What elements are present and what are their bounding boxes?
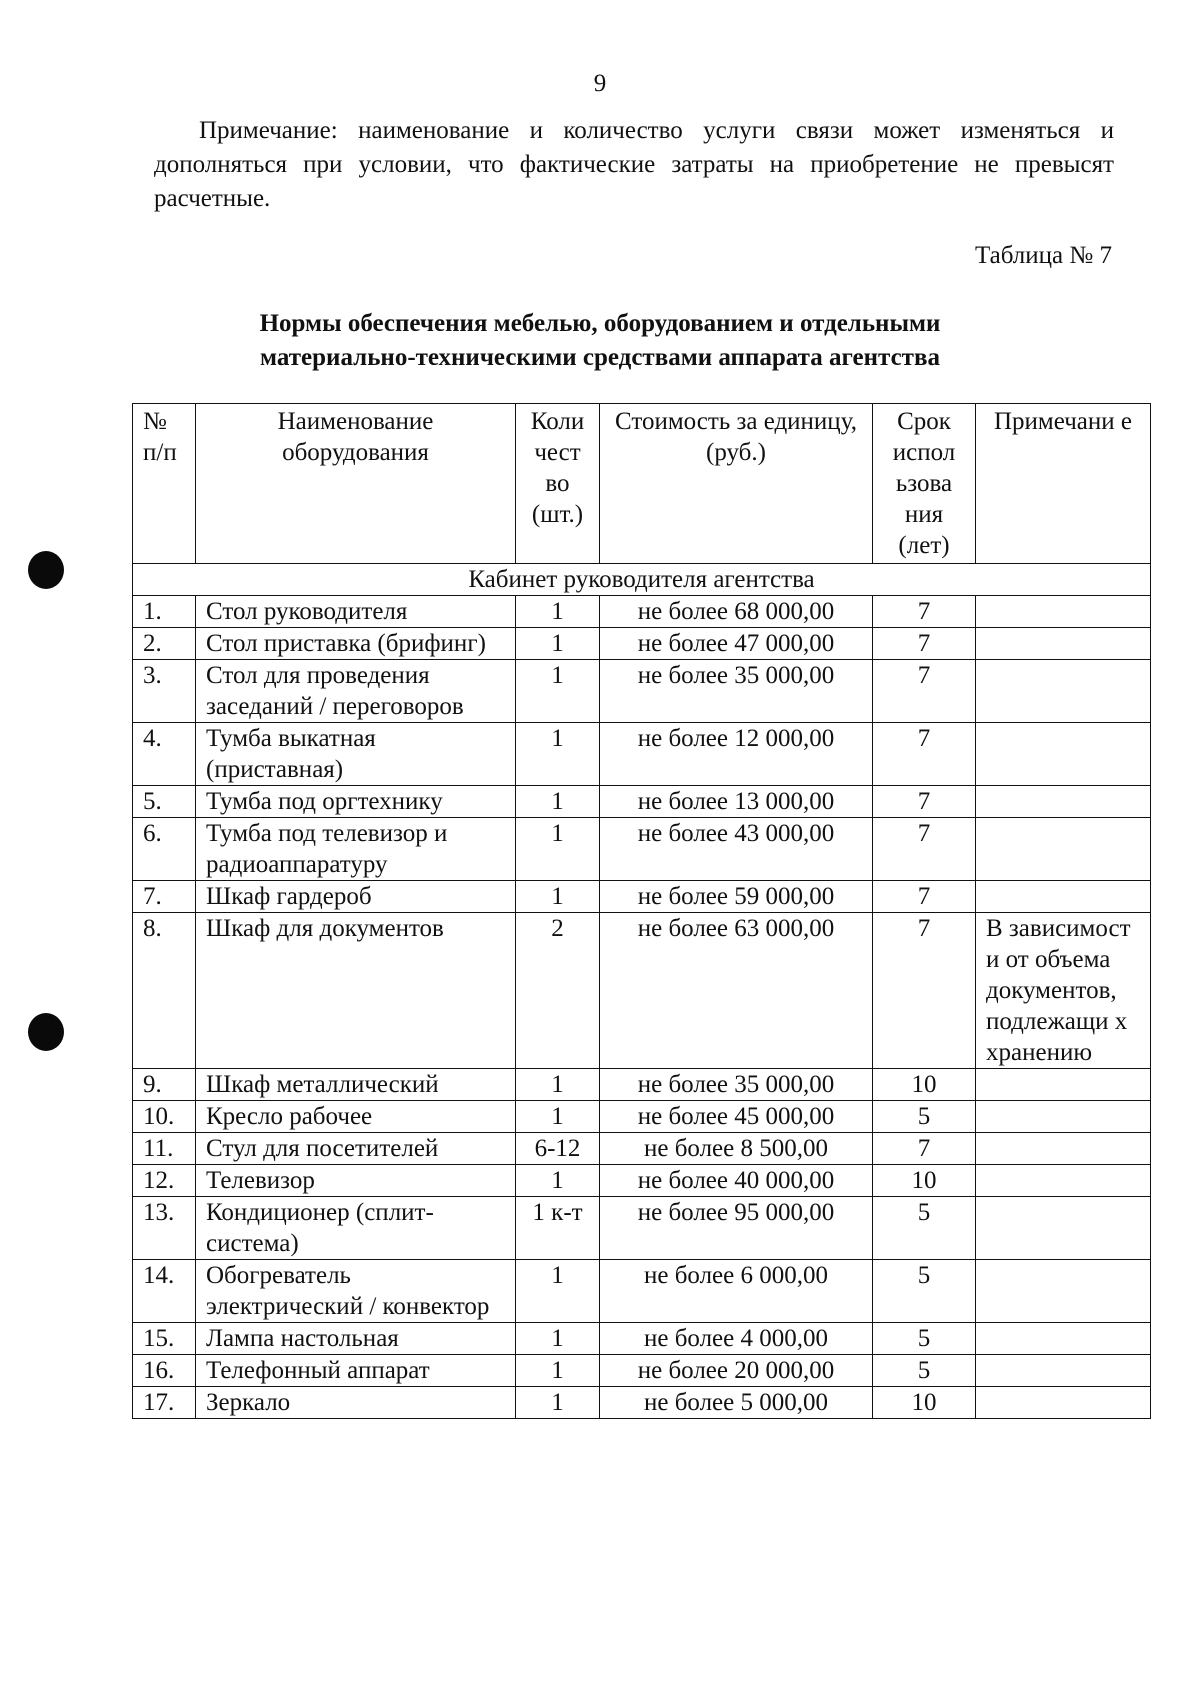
cell-life: 7 [873, 1133, 976, 1165]
cell-cost: не более 47 000,00 [600, 628, 873, 660]
cell-qty: 1 [516, 1101, 600, 1133]
table-row [133, 1165, 1151, 1197]
cell-note [976, 818, 1151, 881]
cell-note [976, 628, 1151, 660]
cell-cost: не более 40 000,00 [600, 1165, 873, 1197]
norms-table [132, 403, 1151, 1419]
cell-qty: 6-12 [516, 1133, 600, 1165]
cell-name: Тумба под оргтехнику [196, 786, 516, 818]
cell-note [976, 1323, 1151, 1355]
cell-name: Телефонный аппарат [196, 1355, 516, 1387]
cell-note [976, 1260, 1151, 1323]
cell-name: Стол приставка (брифинг) [196, 628, 516, 660]
cell-num: 5. [133, 786, 196, 818]
cell-num: 16. [133, 1355, 196, 1387]
cell-qty: 1 [516, 1069, 600, 1101]
cell-note [976, 1165, 1151, 1197]
cell-num: 12. [133, 1165, 196, 1197]
cell-name: Лампа настольная [196, 1323, 516, 1355]
cell-life: 10 [873, 1165, 976, 1197]
table-row [133, 660, 1151, 723]
cell-num: 7. [133, 881, 196, 913]
header-qty: Коли чест во (шт.) [516, 404, 600, 564]
cell-life: 7 [873, 913, 976, 1069]
punch-hole [28, 551, 64, 589]
cell-qty: 1 [516, 881, 600, 913]
cell-cost: не более 45 000,00 [600, 1101, 873, 1133]
cell-life: 7 [873, 723, 976, 786]
cell-qty: 1 [516, 1387, 600, 1419]
header-life: Срок испол ьзова ния (лет) [873, 404, 976, 564]
cell-cost: не более 68 000,00 [600, 596, 873, 628]
header-name: Наименование оборудования [196, 404, 516, 564]
section-row [133, 564, 1151, 596]
note-paragraph: Примечание: наименование и количество услуги связи может изменяться и дополняться при условии, что фактические затраты на приобретение не превысят расчетные. [154, 117, 1114, 212]
cell-note [976, 1069, 1151, 1101]
cell-name: Шкаф для документов [196, 913, 516, 1069]
cell-num: 3. [133, 660, 196, 723]
table-row [133, 913, 1151, 1069]
cell-num: 11. [133, 1133, 196, 1165]
cell-life: 5 [873, 1260, 976, 1323]
cell-name: Телевизор [196, 1165, 516, 1197]
cell-life: 5 [873, 1197, 976, 1260]
cell-num: 10. [133, 1101, 196, 1133]
cell-num: 13. [133, 1197, 196, 1260]
cell-qty: 1 [516, 628, 600, 660]
table-row [133, 1101, 1151, 1133]
cell-note [976, 1101, 1151, 1133]
table-row [133, 1355, 1151, 1387]
cell-name: Тумба под телевизор и радиоаппаратуру [196, 818, 516, 881]
punch-hole [28, 1013, 64, 1051]
cell-note [976, 1133, 1151, 1165]
cell-cost: не более 95 000,00 [600, 1197, 873, 1260]
cell-cost: не более 63 000,00 [600, 913, 873, 1069]
table-caption: Таблица № 7 [974, 242, 1112, 269]
table-row [133, 1323, 1151, 1355]
cell-cost: не более 5 000,00 [600, 1387, 873, 1419]
cell-qty: 1 [516, 1323, 600, 1355]
table-row [133, 723, 1151, 786]
cell-note [976, 660, 1151, 723]
cell-cost: не более 8 500,00 [600, 1133, 873, 1165]
table-row [133, 628, 1151, 660]
cell-name: Обогреватель электрический / конвектор [196, 1260, 516, 1323]
cell-num: 14. [133, 1260, 196, 1323]
cell-name: Стол руководителя [196, 596, 516, 628]
table-row [133, 1197, 1151, 1260]
cell-qty: 1 [516, 596, 600, 628]
cell-life: 7 [873, 628, 976, 660]
cell-cost: не более 13 000,00 [600, 786, 873, 818]
cell-num: 2. [133, 628, 196, 660]
cell-name: Стул для посетителей [196, 1133, 516, 1165]
cell-qty: 1 [516, 1355, 600, 1387]
cell-cost: не более 35 000,00 [600, 660, 873, 723]
cell-note [976, 1355, 1151, 1387]
document-title [0, 307, 1200, 375]
cell-qty: 1 [516, 723, 600, 786]
cell-num: 4. [133, 723, 196, 786]
cell-life: 7 [873, 881, 976, 913]
table-row [133, 1260, 1151, 1323]
cell-qty: 1 к-т [516, 1197, 600, 1260]
header-cost: Стоимость за единицу, (руб.) [600, 404, 873, 564]
cell-name: Кондиционер (сплит-система) [196, 1197, 516, 1260]
cell-name: Зеркало [196, 1387, 516, 1419]
cell-num: 6. [133, 818, 196, 881]
cell-cost: не более 4 000,00 [600, 1323, 873, 1355]
cell-note [976, 1197, 1151, 1260]
header-num: № п/п [133, 404, 196, 564]
cell-name: Тумба выкатная (приставная) [196, 723, 516, 786]
cell-cost: не более 6 000,00 [600, 1260, 873, 1323]
cell-name: Шкаф металлический [196, 1069, 516, 1101]
cell-qty: 1 [516, 660, 600, 723]
cell-note [976, 596, 1151, 628]
cell-name: Стол для проведения заседаний / переговоров [196, 660, 516, 723]
cell-cost: не более 20 000,00 [600, 1355, 873, 1387]
cell-qty: 1 [516, 1260, 600, 1323]
cell-num: 15. [133, 1323, 196, 1355]
cell-cost: не более 12 000,00 [600, 723, 873, 786]
table-row [133, 786, 1151, 818]
cell-life: 5 [873, 1355, 976, 1387]
table-header-row [133, 404, 1151, 564]
cell-num: 8. [133, 913, 196, 1069]
cell-cost: не более 59 000,00 [600, 881, 873, 913]
section-title: Кабинет руководителя агентства [133, 564, 1151, 596]
cell-note: В зависимост и от объема документов, подлежащи х хранению [976, 913, 1151, 1069]
cell-life: 7 [873, 818, 976, 881]
cell-note [976, 723, 1151, 786]
cell-life: 10 [873, 1069, 976, 1101]
cell-num: 9. [133, 1069, 196, 1101]
cell-cost: не более 35 000,00 [600, 1069, 873, 1101]
cell-life: 5 [873, 1101, 976, 1133]
cell-life: 7 [873, 660, 976, 723]
cell-note [976, 1387, 1151, 1419]
page-number: 9 [593, 70, 607, 97]
cell-qty: 1 [516, 786, 600, 818]
cell-num: 17. [133, 1387, 196, 1419]
cell-note [976, 786, 1151, 818]
cell-name: Шкаф гардероб [196, 881, 516, 913]
table-row [133, 1133, 1151, 1165]
cell-note [976, 881, 1151, 913]
cell-life: 5 [873, 1323, 976, 1355]
cell-life: 7 [873, 786, 976, 818]
cell-cost: не более 43 000,00 [600, 818, 873, 881]
cell-qty: 1 [516, 1165, 600, 1197]
table-row [133, 818, 1151, 881]
table-row [133, 596, 1151, 628]
table-row [133, 1387, 1151, 1419]
table-row [133, 881, 1151, 913]
cell-life: 7 [873, 596, 976, 628]
cell-name: Кресло рабочее [196, 1101, 516, 1133]
document-title-line: материально-техническими средствами аппарата агентства [260, 344, 940, 371]
cell-num: 1. [133, 596, 196, 628]
cell-life: 10 [873, 1387, 976, 1419]
header-note: Примечани е [976, 404, 1151, 564]
cell-qty: 1 [516, 818, 600, 881]
document-title-line: Нормы обеспечения мебелью, оборудованием и отдельными [259, 310, 941, 337]
cell-qty: 2 [516, 913, 600, 1069]
table-row [133, 1069, 1151, 1101]
